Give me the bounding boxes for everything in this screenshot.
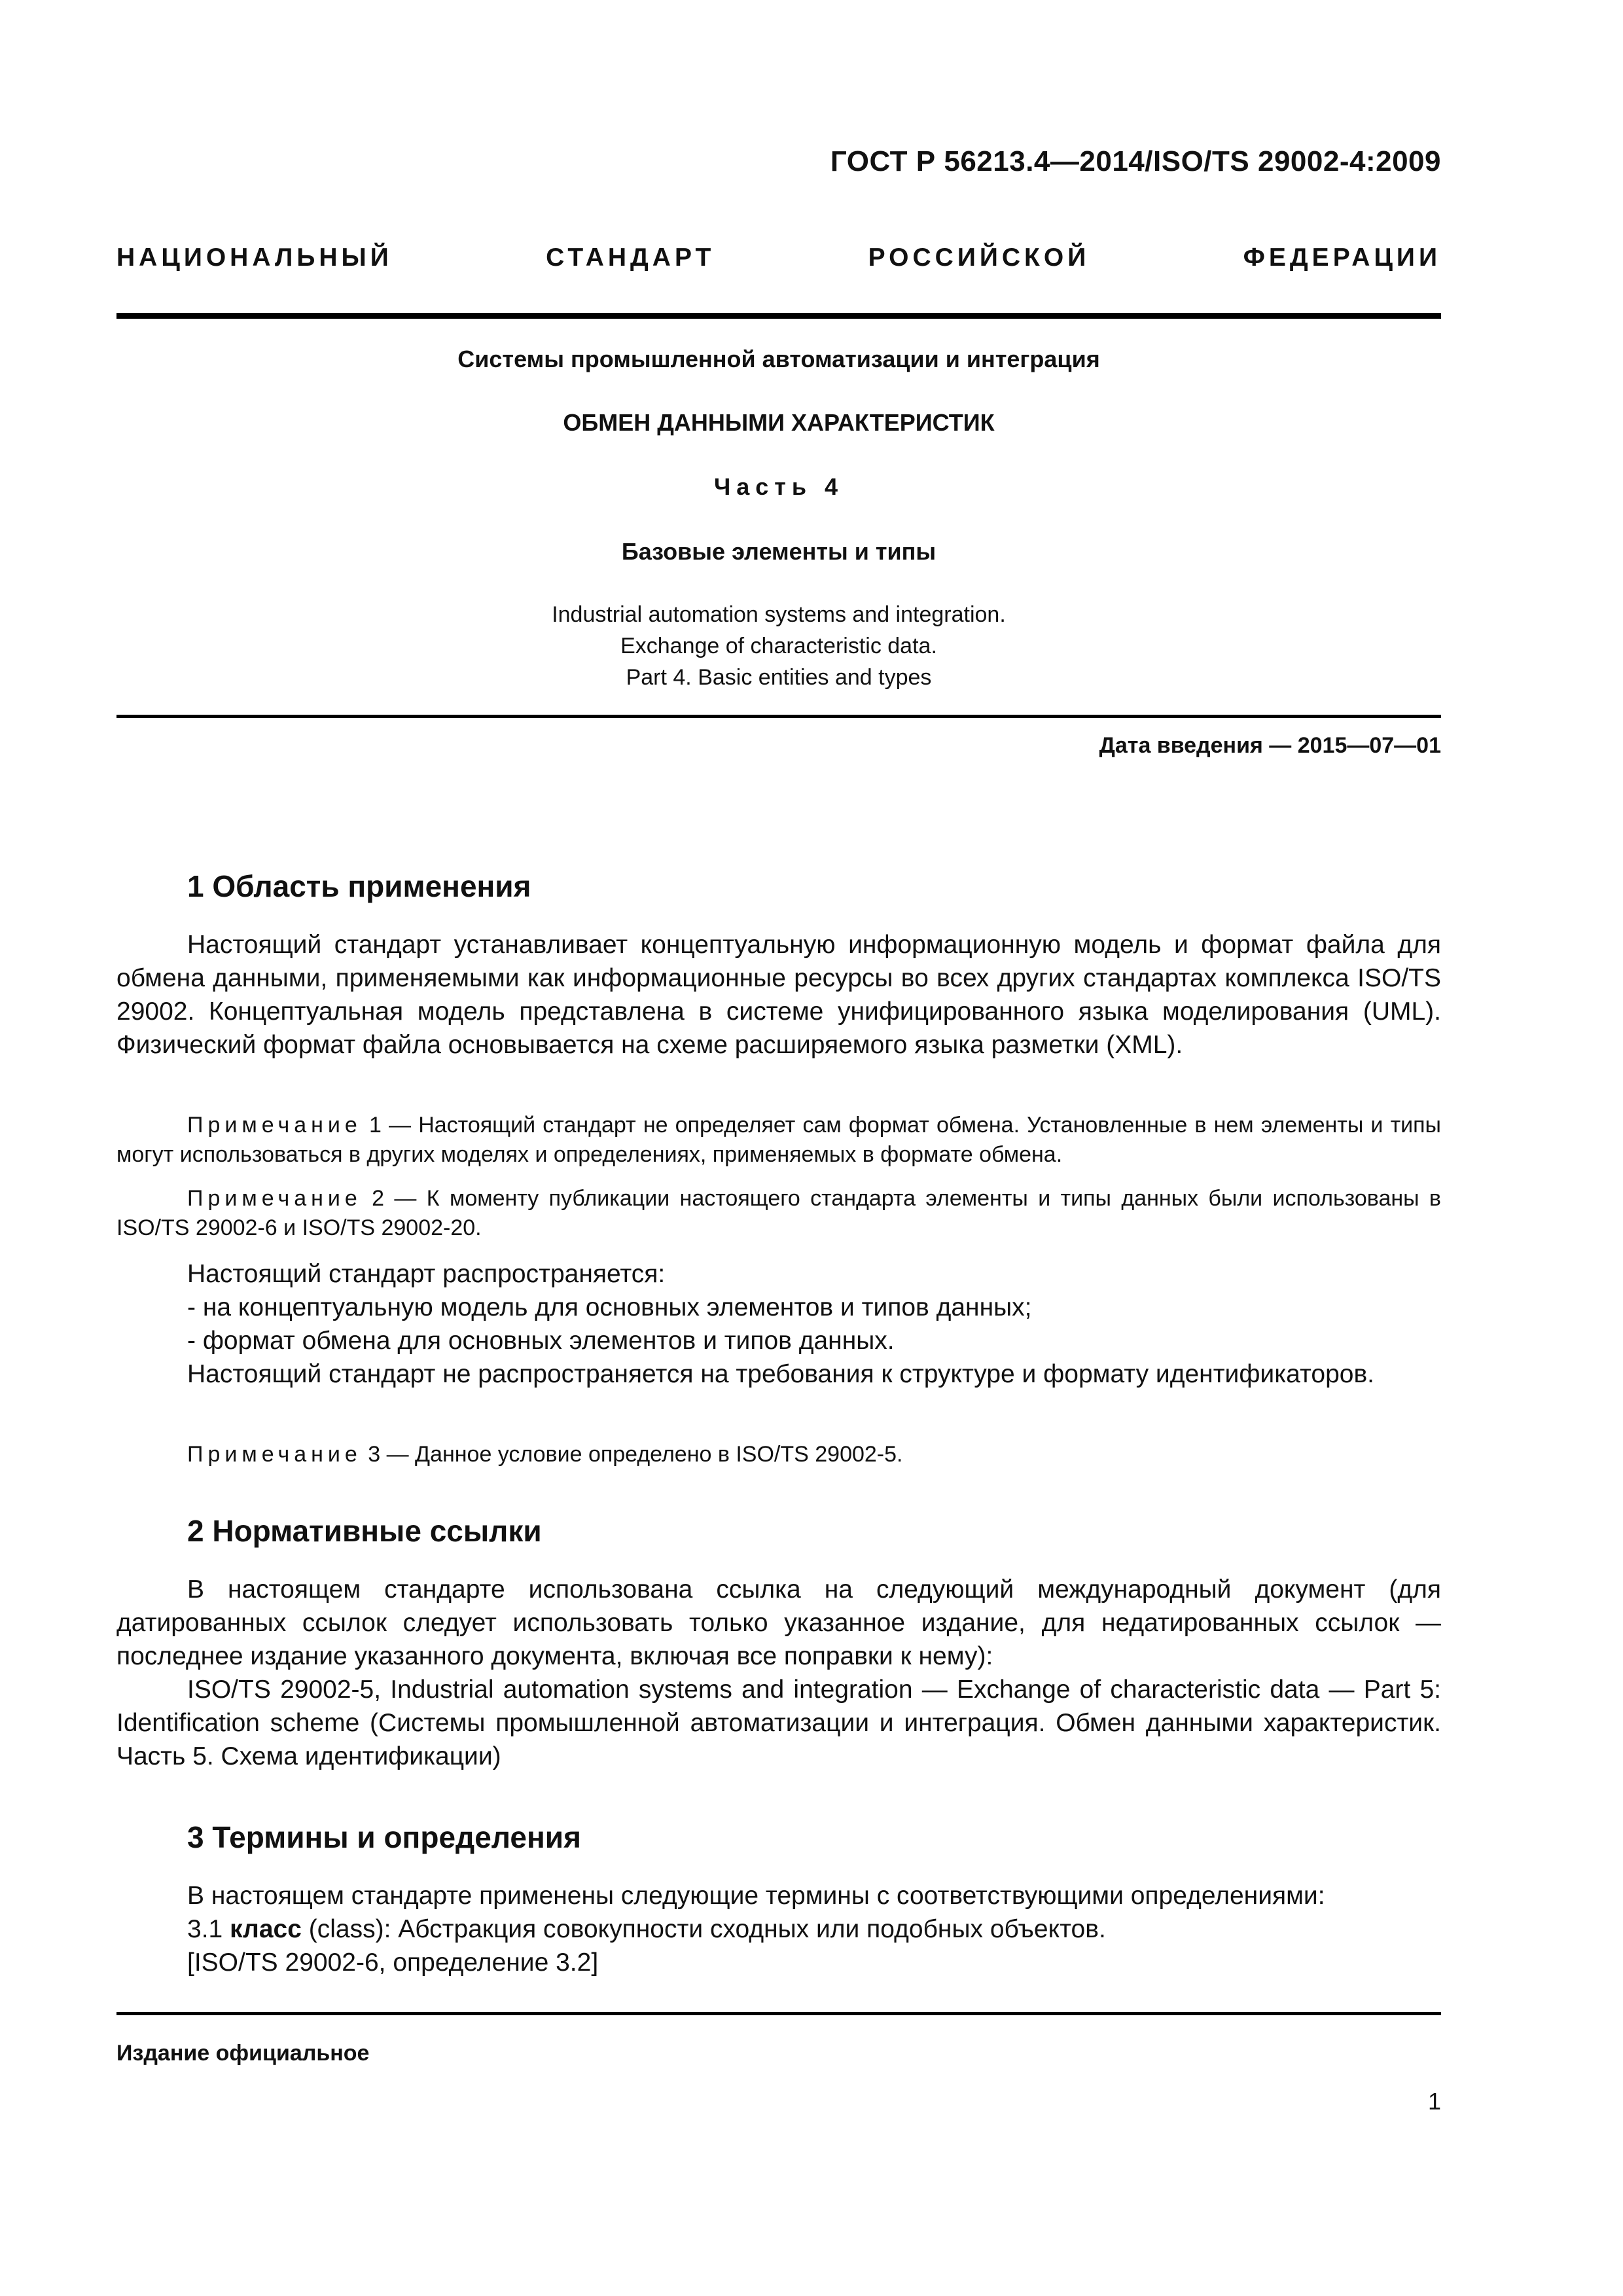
document-number: ГОСТ Р 56213.4—2014/ISO/TS 29002-4:2009 xyxy=(830,145,1441,177)
section-3-heading: 3 Термины и определения xyxy=(187,1820,581,1854)
title-part: Часть 4 xyxy=(713,473,844,500)
note-1-label: Примечание xyxy=(187,1113,362,1138)
note-2 xyxy=(116,1184,1441,1243)
term-name: класс xyxy=(230,1915,302,1943)
note-3-text: 3 — Данное условие определено в ISO/TS 29002-5. xyxy=(361,1442,903,1467)
not-applies-paragraph: Настоящий стандарт не распространяется на требования к структуре и формату идентификаторов. xyxy=(187,1360,1375,1388)
title-series: Системы промышленной автоматизации и интеграция xyxy=(457,346,1100,372)
note-2-label: Примечание xyxy=(187,1186,362,1211)
applies-intro: Настоящий стандарт распространяется: xyxy=(187,1260,666,1288)
title-main: ОБМЕН ДАННЫМИ ХАРАКТЕРИСТИК xyxy=(563,409,995,436)
note-3 xyxy=(116,1440,1441,1469)
term-source: [ISO/TS 29002-6, определение 3.2] xyxy=(187,1948,599,1977)
applies-item-2: - формат обмена для основных элементов и типов данных. xyxy=(187,1327,895,1355)
title-subtitle: Базовые элементы и типы xyxy=(621,538,936,565)
document-page xyxy=(116,0,1441,2296)
edition-label: Издание официальное xyxy=(116,2041,370,2066)
english-title-line-3: Part 4. Basic entities and types xyxy=(626,665,932,690)
page-number: 1 xyxy=(1427,2088,1441,2115)
applies-item-1: - на концептуальную модель для основных элементов и типов данных; xyxy=(187,1293,1032,1321)
note-1-text: 1 — Настоящий стандарт не определяет сам формат обмена. Установленные в нем элементы и типы могут использоваться в других моделях и определениях, применяемых в формате обмена. xyxy=(116,1113,1441,1167)
section-2-heading: 2 Нормативные ссылки xyxy=(187,1514,542,1548)
term-definition: (class): Абстракция совокупности сходных или подобных объектов. xyxy=(301,1915,1106,1943)
english-title-line-1: Industrial automation systems and integration. xyxy=(552,602,1006,627)
section-1-heading: 1 Область применения xyxy=(187,869,531,903)
footer-divider xyxy=(116,2012,1441,2015)
introduction-date: Дата введения — 2015—07—01 xyxy=(1099,733,1441,758)
section-3-paragraph: В настоящем стандарте применены следующие термины с соответствующими определениями: xyxy=(187,1882,1325,1910)
normative-reference: ISO/TS 29002-5, Industrial automation systems and integration — Exchange of characteristic data — Part 5: Identification scheme (Системы промышленной автоматизации и интеграция. Обмен данными характеристик. Часть 5. Схема идентификации) xyxy=(116,1676,1441,1770)
section-2-paragraph: В настоящем стандарте использована ссылка на следующий международный документ (для датированных ссылок следует использовать только указанное издание, для недатированных ссылок — последнее издание указанного документа, включая все поправки к нему): xyxy=(116,1575,1441,1670)
section-1-paragraph: Настоящий стандарт устанавливает концептуальную информационную модель и формат файла для обмена данными, применяемыми как информационные ресурсы во всех других стандартах комплекса ISO/TS 29002. Концептуальная модель представлена в системе унифицированного языка моделирования (UML). Физический формат файла основывается на схеме расширяемого языка разметки (XML). xyxy=(116,931,1441,1059)
note-2-text: 2 — К моменту публикации настоящего стандарта элементы и типы данных были использованы в ISO/TS 29002-6 и ISO/TS 29002-20. xyxy=(116,1186,1441,1240)
national-standard-header: НАЦИОНАЛЬНЫЙ СТАНДАРТ РОССИЙСКОЙ ФЕДЕРАЦИИ xyxy=(116,243,1441,272)
title-divider xyxy=(116,715,1441,718)
term-3-1 xyxy=(187,1912,1106,1946)
term-number: 3.1 xyxy=(187,1915,230,1943)
note-1 xyxy=(116,1111,1441,1170)
english-title-line-2: Exchange of characteristic data. xyxy=(620,634,937,658)
header-divider xyxy=(116,313,1441,319)
note-3-label: Примечание xyxy=(187,1442,362,1467)
